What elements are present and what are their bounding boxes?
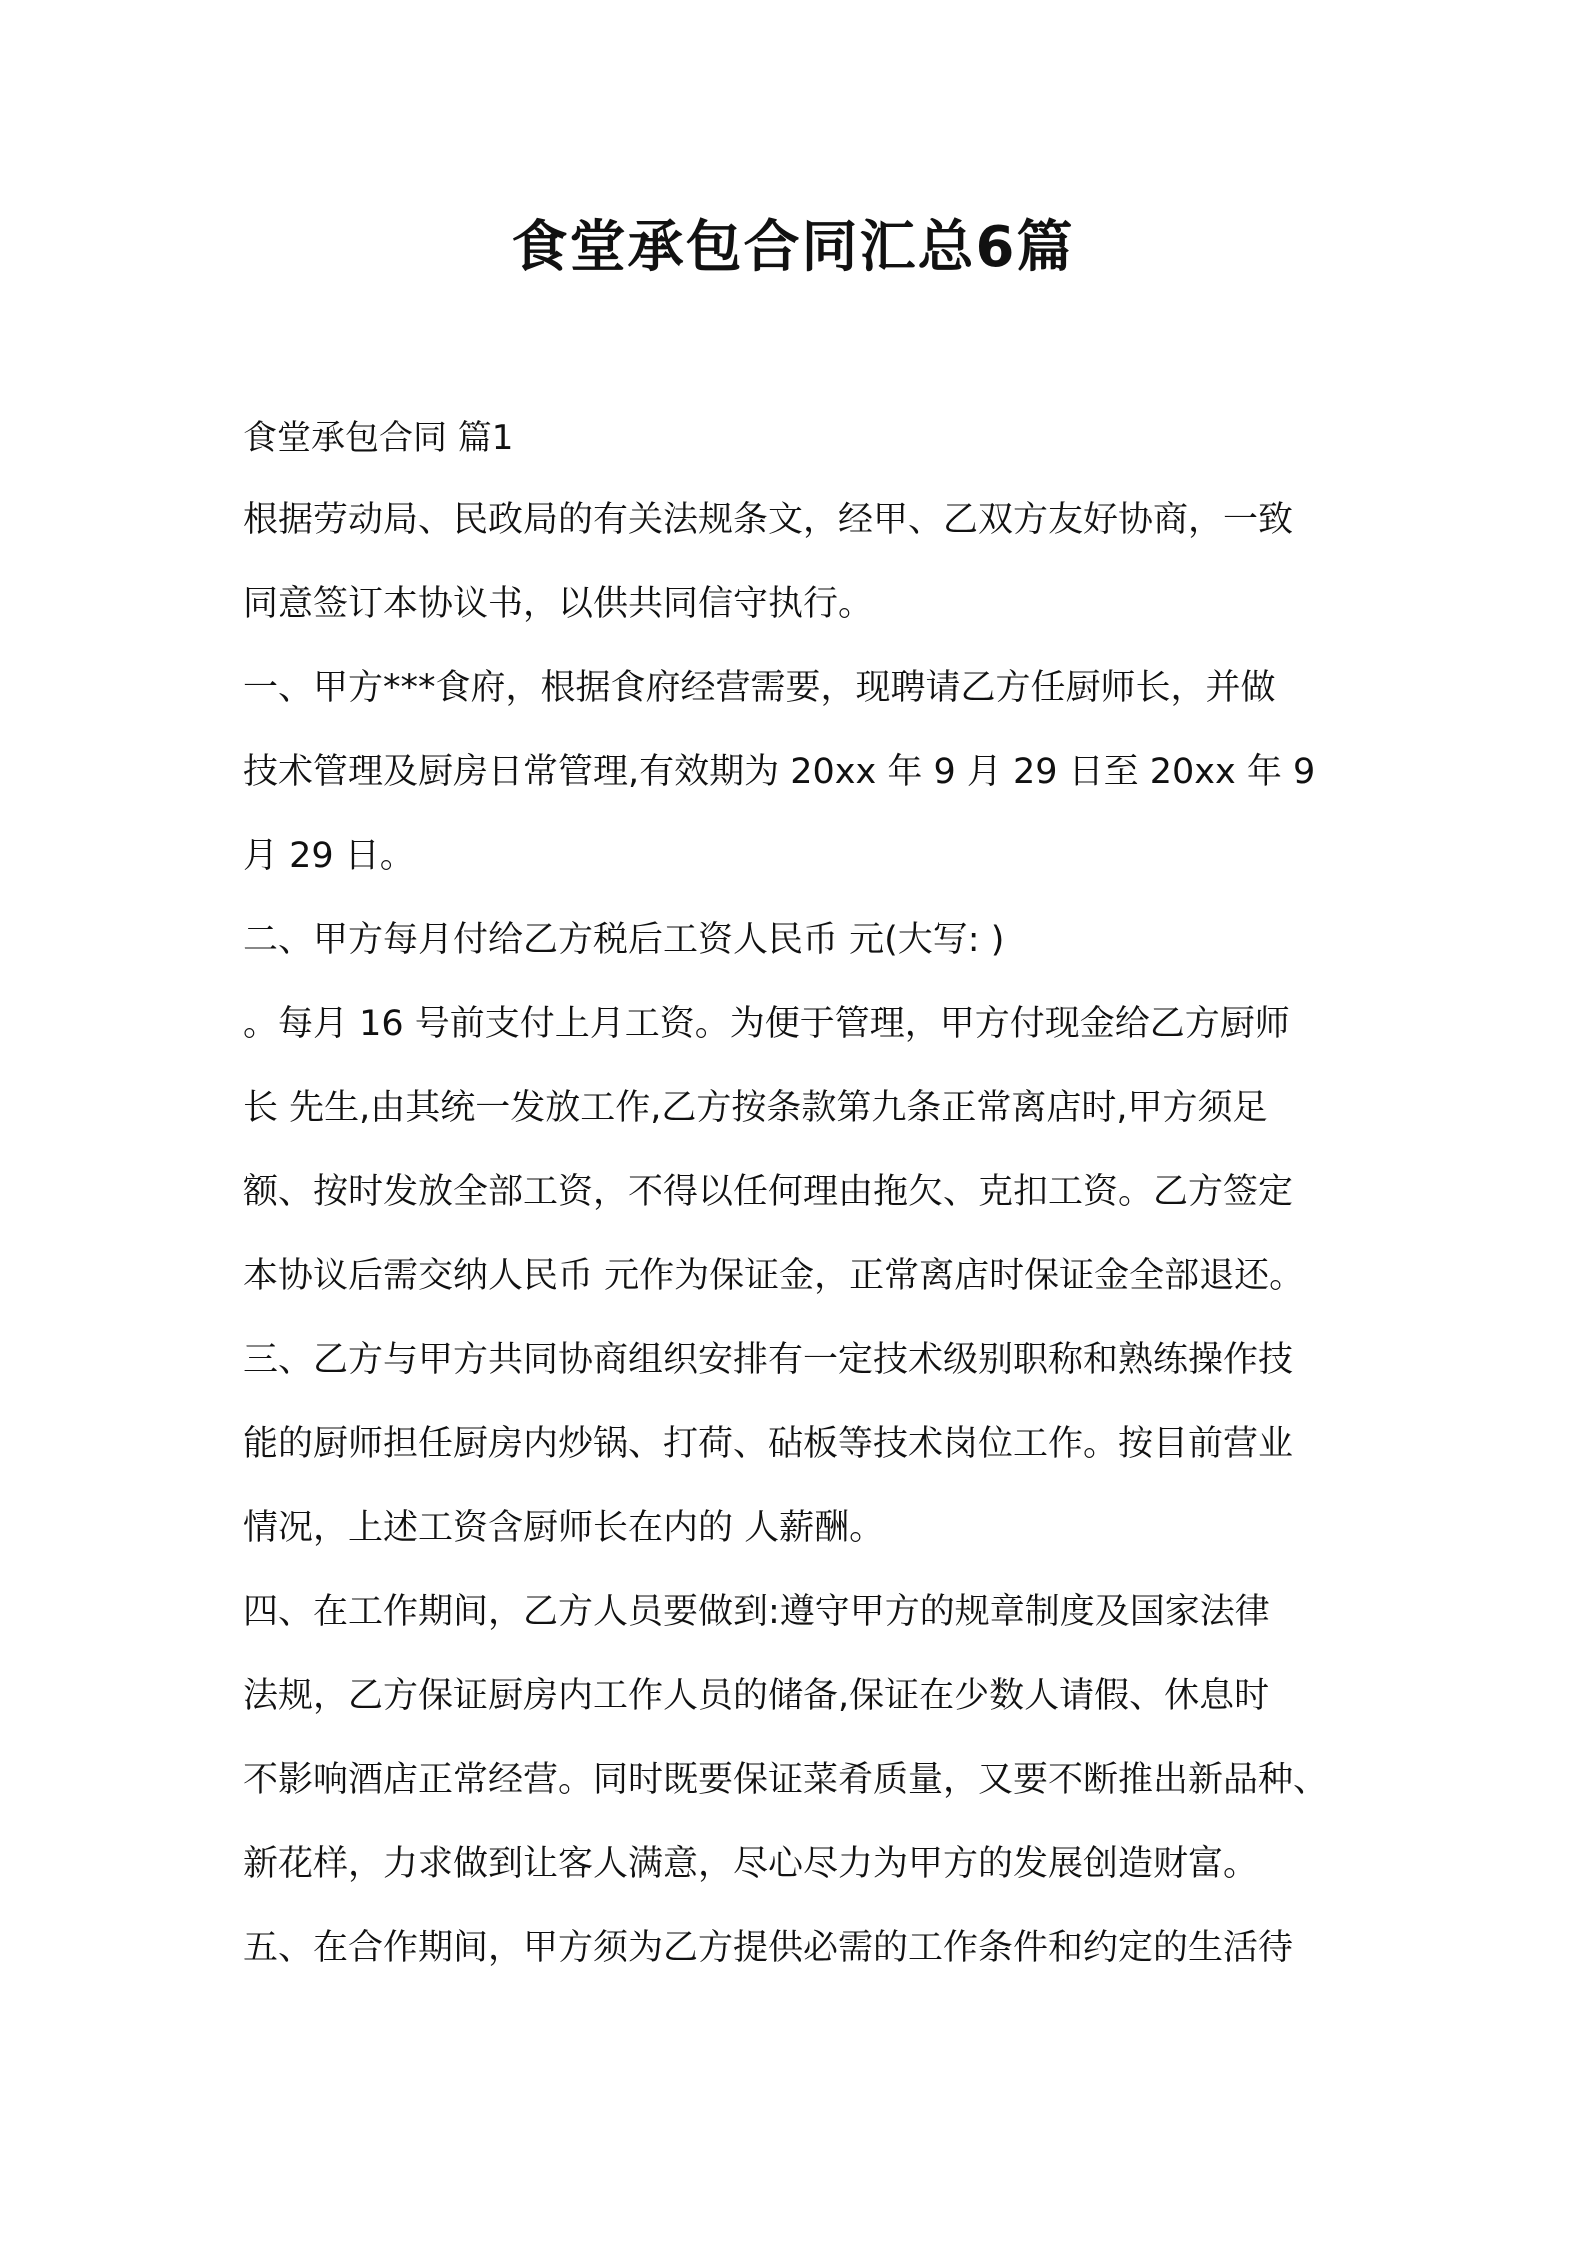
- paragraph-line: 根据劳动局、民政局的有关法规条文，经甲、乙双方友好协商，一致: [243, 500, 1294, 540]
- paragraph-line: 能的厨师担任厨房内炒锅、打荷、砧板等技术岗位工作。按目前营业: [243, 1424, 1294, 1464]
- paragraph-line: 同意签订本协议书，以供共同信守执行。: [243, 584, 874, 624]
- paragraph-line: 新花样，力求做到让客人满意，尽心尽力为甲方的发展创造财富。: [243, 1844, 1259, 1884]
- paragraph-line: 不影响酒店正常经营。同时既要保证菜肴质量，又要不断推出新品种、: [243, 1760, 1329, 1800]
- paragraph-line: 一、甲方***食府，根据食府经营需要，现聘请乙方任厨师长，并做: [243, 668, 1276, 708]
- paragraph-line: 二、甲方每月付给乙方税后工资人民币 元(大写: ): [243, 920, 1005, 960]
- paragraph-line: 。每月 16 号前支付上月工资。为便于管理，甲方付现金给乙方厨师: [243, 1004, 1290, 1044]
- section-heading: 食堂承包合同 篇1: [243, 418, 514, 458]
- document-title: 食堂承包合同汇总6篇: [511, 215, 1075, 280]
- paragraph-line: 长 先生,由其统一发放工作,乙方按条款第九条正常离店时,甲方须足: [243, 1088, 1268, 1128]
- paragraph-line: 五、在合作期间，甲方须为乙方提供必需的工作条件和约定的生活待: [243, 1928, 1294, 1968]
- paragraph-line: 情况，上述工资含厨师长在内的 人薪酬。: [243, 1508, 885, 1548]
- paragraph-line: 三、乙方与甲方共同协商组织安排有一定技术级别职称和熟练操作技: [243, 1340, 1294, 1380]
- paragraph-line: 法规，乙方保证厨房内工作人员的储备,保证在少数人请假、休息时: [243, 1676, 1270, 1716]
- paragraph-line: 技术管理及厨房日常管理,有效期为 20xx 年 9 月 29 日至 20xx 年 9: [243, 752, 1316, 792]
- paragraph-line: 本协议后需交纳人民币 元作为保证金，正常离店时保证金全部退还。: [243, 1256, 1305, 1296]
- paragraph-line: 四、在工作期间，乙方人员要做到:遵守甲方的规章制度及国家法律: [243, 1592, 1270, 1632]
- paragraph-line: 额、按时发放全部工资，不得以任何理由拖欠、克扣工资。乙方签定: [243, 1172, 1294, 1212]
- paragraph-line: 月 29 日。: [243, 836, 415, 876]
